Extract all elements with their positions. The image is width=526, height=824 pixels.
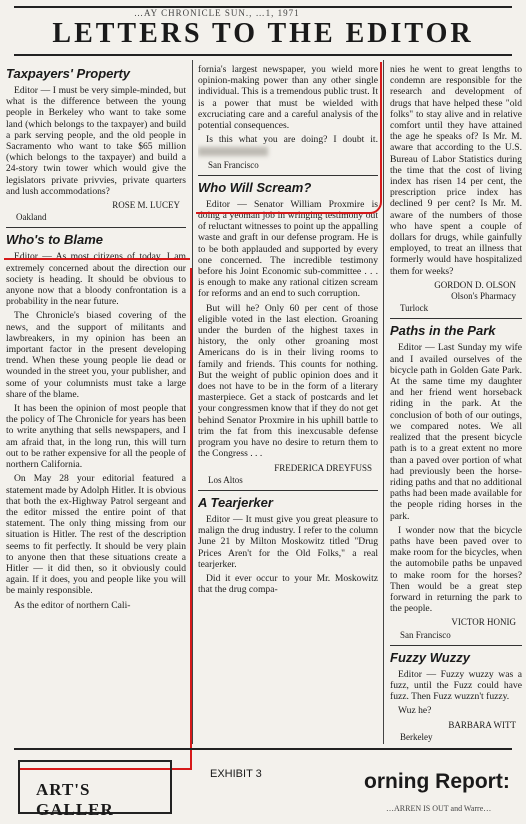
letter-heading: Who's to Blame: [6, 232, 103, 248]
footer-strip: [14, 748, 512, 822]
letter-paragraph: As the editor of northern Cali-: [14, 599, 131, 611]
letter-heading: A Tearjerker: [198, 494, 273, 510]
ad-title: ART'S GALLER: [36, 780, 114, 819]
divider: [6, 227, 186, 228]
letter-continuation: nies he went to great lengths to condemn are responsible for the research and development of drugs that have helped these "old folks" to stay alive and in relative comfort until they have attained the age he speaks of? Is Mr. M. aware that according to the U.S. Bureau of Labor Statistics during the time that the cost of living index has risen 14 per cent, the prescription price index has declined 9 per cent? Is Mr. M. aware of the numbers of those who have spent a couple of dollars for drugs, while gainfully employed, to treat an illness that formerly would have hospitalized them for weeks?: [390, 64, 522, 277]
red-bracket-mark: [196, 62, 382, 214]
letter-signature: BARBARA WITT: [448, 719, 516, 730]
red-bracket-mark: [190, 268, 192, 770]
letter-signature: ROSE M. LUCEY: [112, 200, 180, 211]
letter-place: Los Altos: [208, 474, 243, 485]
letter-body: Editor — I must be very simple-minded, but what is the difference between the young people in Berkeley who want to take some land (which belongs to the taxpayer) and build a park serving people, and the old people in Sacramento who want to take $65 million (which belongs to the taxpayer) and build a 24-story twin tower which would give the legislators private privvies, private quarters and lush accommodations?: [6, 85, 186, 197]
letter-place: San Francisco: [400, 629, 451, 640]
letter-heading: Paths in the Park: [390, 323, 496, 339]
letter-question: Is this what you are doing? I doubt it.: [206, 134, 378, 146]
masthead-date-fragment: …AY CHRONICLE SUN., …1, 1971: [134, 8, 300, 18]
letter-paragraph: Editor — Fuzzy wuzzy was a fuzz, until the Fuzz could have fuzz. Then Fuzz wuzzn't fuzzy.: [390, 668, 522, 703]
letter-signature: VICTOR HONIG: [451, 617, 516, 628]
letter-paragraph: Editor — As most citizens of today, I am extremely concerned about the direction our society is heading. It should be obvious to anyone now that a bloody confrontation is a probability in the near future.: [6, 251, 186, 308]
column-divider-left: [192, 60, 193, 744]
letter-signature: GORDON D. OLSON: [434, 279, 516, 290]
letter-affiliation: Olson's Pharmacy: [451, 291, 516, 302]
footer-subline: …ARREN IS OUT and Warre…: [386, 804, 492, 813]
letter-heading: Fuzzy Wuzzy: [390, 649, 470, 665]
letter-heading: Who Will Scream?: [198, 179, 312, 195]
letter-paragraph: I wonder now that the bicycle paths have been paved over to make room for the bicycles, when the automobile paths be unpaved to make room for the horses? Then would be a great step forward in returning the park to the people.: [390, 524, 522, 615]
column-1: [6, 64, 186, 744]
footer-headline: orning Report:: [364, 770, 510, 793]
letter-place: San Francisco: [208, 159, 259, 170]
letter-paragraph: Did it ever occur to your Mr. Moskowitz that the drug compa-: [198, 572, 378, 596]
letter-place: Berkeley: [400, 731, 433, 742]
letter-paragraph: The Chronicle's biased covering of the news, and the support of militants and lawbreakers, in my opinion has been an important factor in the present developing trend. When these young people lie dead or wounded in the street you, your publisher, and some of your columnists must take a large share of the blame.: [6, 310, 186, 400]
letter-paragraph: It has been the opinion of most people that the policy of The Chronicle for years has been to write anything that sells newspapers, and I am afraid that, in the long run, this will turn out to be rather expensive for all the people of northern California.: [6, 403, 186, 471]
ad-box: [18, 760, 172, 819]
letter-paragraph: But will he? Only 60 per cent of those eligible voted in the last election. Groaning under the burden of the highest taxes in history, the only other groaning most Americans do is in their living rooms to family and friends. This counts for nothing. But the weight of public opinion does and it does not have to be in the form of a literary masterpiece. Get a stack of postcards and let your congressmen know that if they do not get behind Senator Proxmire in his uphill battle to trim the fat from this inexcusable defense program you have no desire to return them to the Congress . . .: [198, 302, 378, 460]
letter-paragraph: Editor — It must give you great pleasure to malign the drug industry. I refer to the column June 21 by Milton Moskowitz titled "Drug Prices Aren't for the Old Folks," a real tearjerker.: [198, 513, 378, 570]
column-3: [390, 64, 522, 744]
exhibit-label: EXHIBIT 3: [210, 768, 262, 780]
letter-signature: FREDERICA DREYFUSS: [274, 462, 372, 473]
divider: [390, 318, 522, 319]
red-underline-mark: [4, 258, 190, 260]
divider: [198, 490, 378, 491]
column-divider-right: [383, 60, 384, 744]
letter-heading: Taxpayers' Property: [6, 66, 131, 81]
page-title: LETTERS TO THE EDITOR: [52, 18, 474, 49]
letter-place: Oakland: [16, 212, 47, 223]
masthead: [14, 6, 512, 56]
letter-paragraph: Editor — Last Sunday my wife and I availed ourselves of the bicycle path in Golden Gate Park. At the same time my daughter and her friend went horseback riding in the park. At the conclusion of both of our outings, we compared notes. We all realized that the present bicycle path is to a great extent no more than a paved over portion of what had previously been the horse-riding paths and that no additional paths had been made available for the people riding horses in the park.: [390, 342, 522, 522]
letter-paragraph: Wuz he?: [398, 705, 432, 717]
letter-place: Turlock: [400, 303, 429, 314]
letter-continuation: fornia's largest newspaper, you wield more opinion-making power than any other single individual. This is a tremendous public trust. It is a power that must be wielded with excruciating care and a careful analysis of the potential consequences.: [198, 64, 378, 132]
letter-paragraph: On May 28 your editorial featured a statement made by Adolph Hitler. It is obvious that both the ex-Highway Patrol sergeant and the editor missed the entire point of that statement. The only thing missing from our situation is Hitler. The rest of the description seems to fit perfectly. It should be very plain to anyone then that these situations create a Hitler — it did then, so it obviously could again. If it does, you and people like you will be mainly responsible.: [6, 473, 186, 597]
letter-paragraph: Editor — Senator William Proxmire is doing a yeoman job in wringing testimony out of reluctant witnesses to point up the appalling waste and graft in our defense program. He is to be both applauded and supported by every one concerned. The incredible testimony before his Joint Economic sub-committee . . . is enough to make any rational citizen scream for reforms and an end to such corruption.: [198, 198, 378, 300]
divider: [390, 645, 522, 646]
